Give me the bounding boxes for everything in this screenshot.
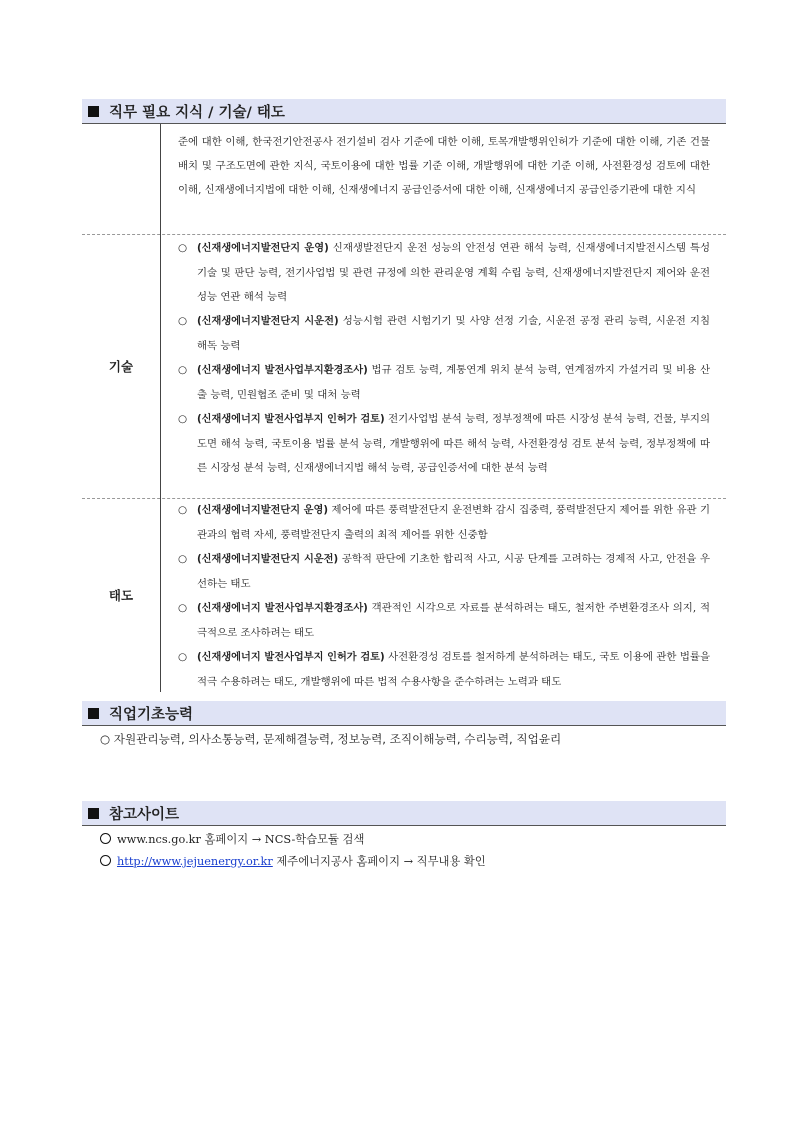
circle-bullet-icon: ○ xyxy=(178,553,188,565)
item-text: 전기사업법 분석 능력, 정부정책에 따른 시장성 분석 능력, 건물, 부지의 도면 해석 능력, 국토이용 법률 분석 능력, 개발행위에 따른 해석 능력, 사전환경성 검토 분석 능력, 정부정책에 따른 시장성 분석 능력, 신재생에너지법 해석 능력, 공급인증서에 대한 분석 능력 xyxy=(197,413,711,474)
list-item xyxy=(178,498,710,547)
item-title: (신재생에너지 발전사업부지 인허가 검토) xyxy=(197,414,385,425)
list-item xyxy=(178,358,710,407)
circle-bullet-icon: ○ xyxy=(178,651,188,663)
basic-competency-list: ○ 자원관리능력, 의사소통능력, 문제해결능력, 정보능력, 조직이해능력, 수리능력, 직업윤리 xyxy=(100,732,562,746)
section-header-basic xyxy=(82,701,726,726)
row-label-skills: 기술 xyxy=(82,234,161,498)
circle-bullet-icon: ○ xyxy=(178,504,188,516)
item-title: (신재생에너지 발전사업부지환경조사) xyxy=(197,365,368,376)
item-text: 신재생발전단지 운전 성능의 안전성 연관 해석 능력, 신재생에너지발전시스템 특성 기술 및 판단 능력, 전기사업법 및 관련 규정에 의한 관리운영 계획 수립 능력, 신재생에너지발전단지 제어와 운전 성능 연관 해석 능력 xyxy=(197,242,711,303)
square-bullet-icon xyxy=(88,708,99,719)
circle-bullet-icon xyxy=(100,833,111,844)
item-title: (신재생에너지발전단지 운영) xyxy=(197,505,329,516)
item-title: (신재생에너지발전단지 시운전) xyxy=(197,554,339,565)
reference-text: www.ncs.go.kr 홈페이지 → NCS-학습모듈 검색 xyxy=(117,833,365,846)
section-header-reference xyxy=(82,801,726,826)
jejuenergy-link[interactable]: http://www.jejuenergy.or.kr xyxy=(117,855,273,868)
item-text: 성능시험 관련 시험기기 및 사양 선정 기술, 시운전 공정 관리 능력, 시운전 지침 해독 능력 xyxy=(197,315,711,352)
reference-item xyxy=(100,831,364,847)
item-title: (신재생에너지발전단지 시운전) xyxy=(197,316,339,327)
attitude-row xyxy=(82,498,726,692)
list-item xyxy=(178,596,710,645)
item-text: 사전환경성 검토를 철저하게 분석하려는 태도, 국토 이용에 관한 법률을 적극 수용하려는 태도, 개발행위에 따른 법적 수용사항을 준수하려는 노력과 태도 xyxy=(197,651,711,688)
square-bullet-icon xyxy=(88,106,99,117)
circle-bullet-icon: ○ xyxy=(178,413,188,425)
knowledge-text: 준에 대한 이해, 한국전기안전공사 전기설비 검사 기준에 대한 이해, 토목개발행위인허가 기준에 대한 이해, 기존 건물배치 및 구조도면에 관한 지식, 국토이용에 대한 법률 기준 이해, 개발행위에 대한 기준 이해, 사전환경성 검토에 대한 이해, 신재생에너지법에 대한 이해, 신재생에너지 공급인증서에 대한 이해, 신재생에너지 공급인증기관에 대한 지식 xyxy=(178,136,710,196)
item-text: 공학적 판단에 기초한 합리적 사고, 시공 단계를 고려하는 경제적 사고, 안전을 우선하는 태도 xyxy=(197,553,711,590)
circle-bullet-icon: ○ xyxy=(178,602,188,614)
circle-bullet-icon: ○ xyxy=(178,364,188,376)
section-header-knowledge xyxy=(82,99,726,124)
square-bullet-icon xyxy=(88,808,99,819)
list-item xyxy=(178,547,710,596)
section-title: 직무 필요 지식 / 기술/ 태도 xyxy=(109,104,285,121)
list-item xyxy=(178,407,710,480)
item-text: 제어에 따른 풍력발전단지 운전변화 감시 집중력, 풍력발전단지 제어를 위한 유관 기관과의 협력 자세, 풍력발전단지 출력의 최적 제어를 위한 신중함 xyxy=(197,504,710,541)
reference-text: 제주에너지공사 홈페이지 → 직무내용 확인 xyxy=(272,855,486,868)
row-label xyxy=(82,124,161,234)
row-label-attitude: 태도 xyxy=(82,498,161,692)
item-title: (신재생에너지 발전사업부지 인허가 검토) xyxy=(197,652,385,663)
circle-bullet-icon: ○ xyxy=(178,315,188,327)
section-title: 참고사이트 xyxy=(109,806,180,823)
item-title: (신재생에너지 발전사업부지환경조사) xyxy=(197,603,368,614)
attitude-list xyxy=(178,498,710,694)
circle-bullet-icon: ○ xyxy=(178,242,188,254)
list-item xyxy=(178,236,710,309)
reference-item xyxy=(100,853,486,869)
item-text: 법규 검토 능력, 계통연계 위치 분석 능력, 연계점까지 가설거리 및 비용 산출 능력, 민원협조 준비 및 대처 능력 xyxy=(197,364,710,401)
skills-row xyxy=(82,234,726,499)
item-text: 객관적인 시각으로 자료를 분석하려는 태도, 철저한 주변환경조사 의지, 적극적으로 조사하려는 태도 xyxy=(197,602,710,639)
list-item xyxy=(178,645,710,694)
circle-bullet-icon xyxy=(100,855,111,866)
knowledge-row xyxy=(82,124,726,235)
list-item xyxy=(178,309,710,358)
item-title: (신재생에너지발전단지 운영) xyxy=(197,243,329,254)
skills-list xyxy=(178,236,710,480)
section-title: 직업기초능력 xyxy=(109,706,194,723)
